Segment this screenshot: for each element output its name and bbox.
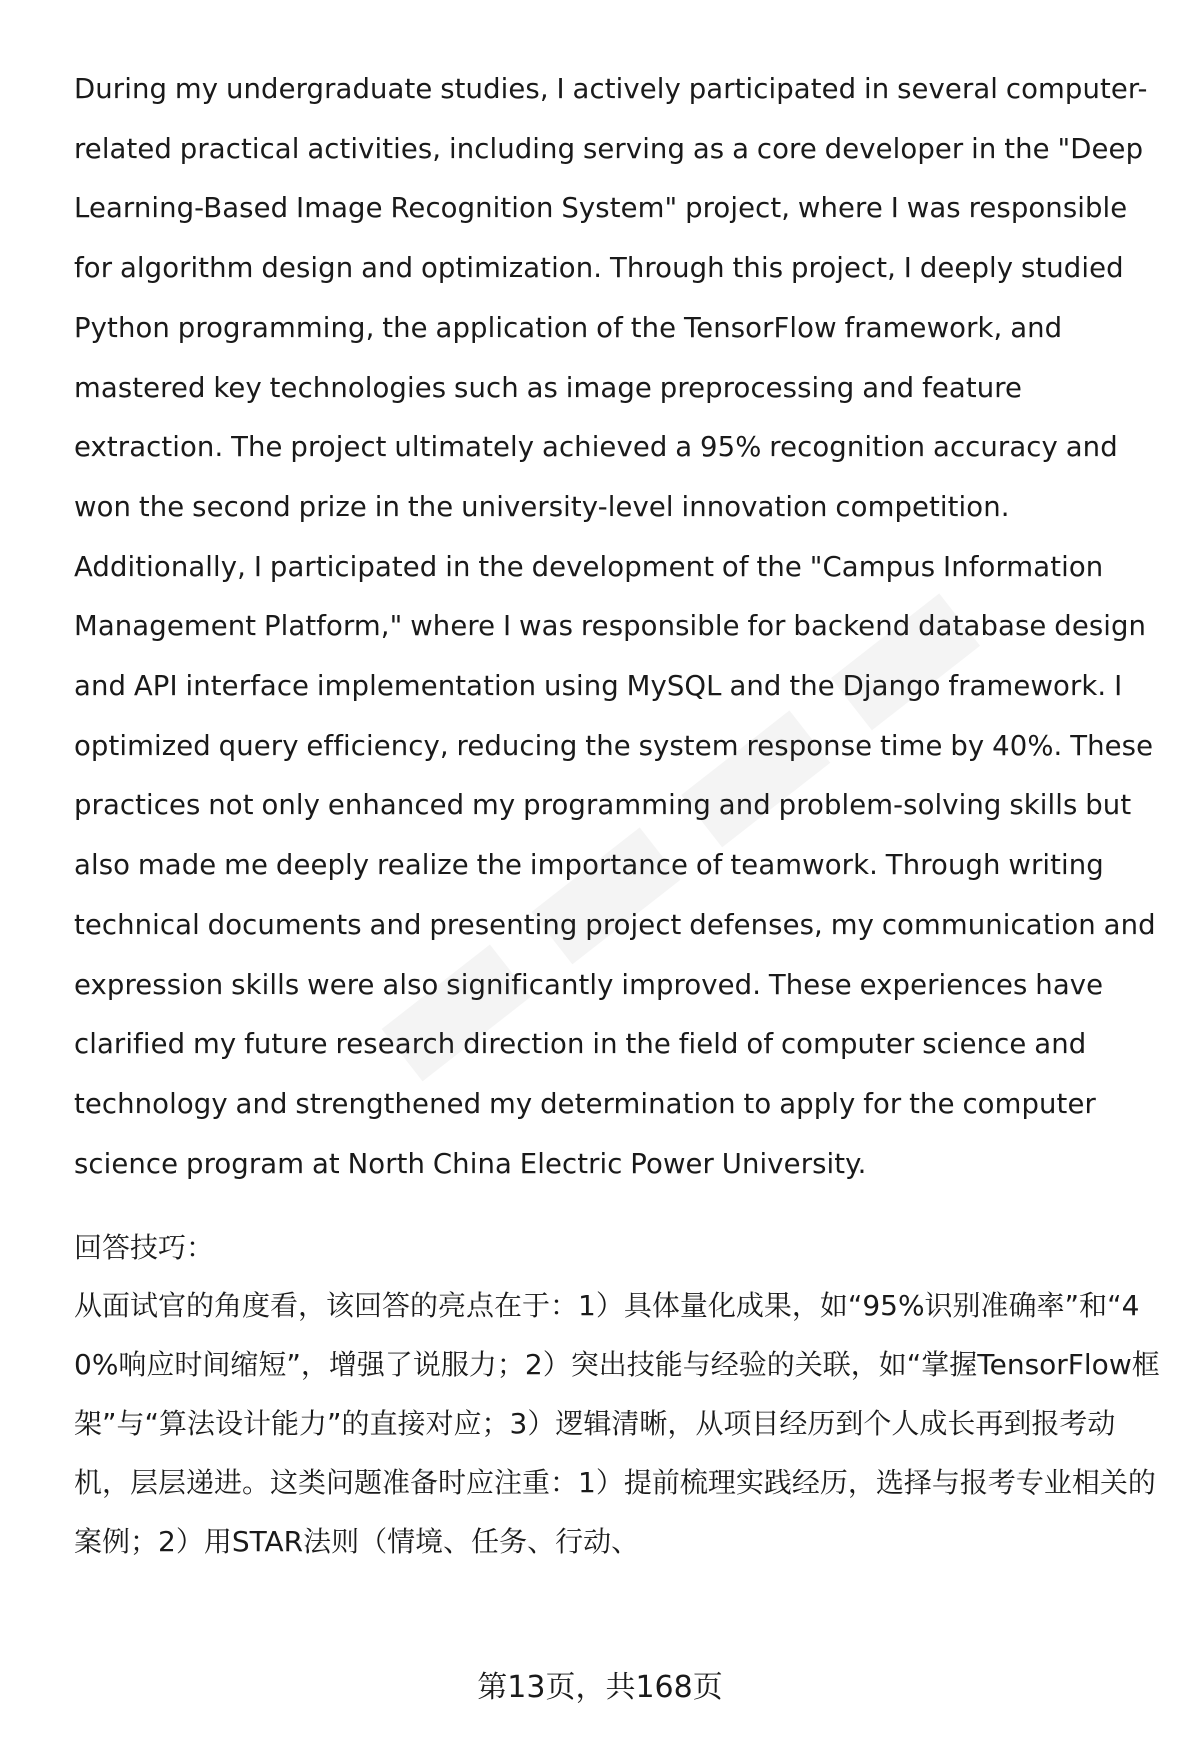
- page-content: [74, 60, 1164, 1571]
- answer-paragraph: During my undergraduate studies, I actively participated in several computer-related practical activities, including serving as a core developer in the "Deep Learning-Based Image Recognition System" project, where I was responsible for algorithm design and optimization. Through this project, I deeply studied Python programming, the application of the TensorFlow framework, and mastered key technologies such as image preprocessing and feature extraction. The project ultimately achieved a 95% recognition accuracy and won the second prize in the university-level innovation competition. Additionally, I participated in the development of the "Campus Information Management Platform," where I was responsible for backend database design and API interface implementation using MySQL and the Django framework. I optimized query efficiency, reducing the system response time by 40%. These practices not only enhanced my programming and problem-solving skills but also made me deeply realize the importance of teamwork. Through writing technical documents and presenting project defenses, my communication and expression skills were also significantly improved. These experiences have clarified my future research direction in the field of computer science and technology and strengthened my determination to apply for the computer science program at North China Electric Power University.: [74, 73, 1156, 1180]
- page-number: 第13页，共168页: [477, 1670, 723, 1705]
- tips-heading: 回答技巧：: [74, 1231, 215, 1265]
- tips-paragraph: 从面试官的角度看，该回答的亮点在于：1）具体量化成果，如“95%识别准确率”和“40%响应时间缩短”，增强了说服力；2）突出技能与经验的关联，如“掌握TensorFlow框架”与“算法设计能力”的直接对应；3）逻辑清晰，从项目经历到个人成长再到报考动机，层层递进。这类问题准备时应注重：1）提前梳理实践经历，选择与报考专业相关的案例；2）用STAR法则（情境、任务、行动、: [74, 1289, 1160, 1559]
